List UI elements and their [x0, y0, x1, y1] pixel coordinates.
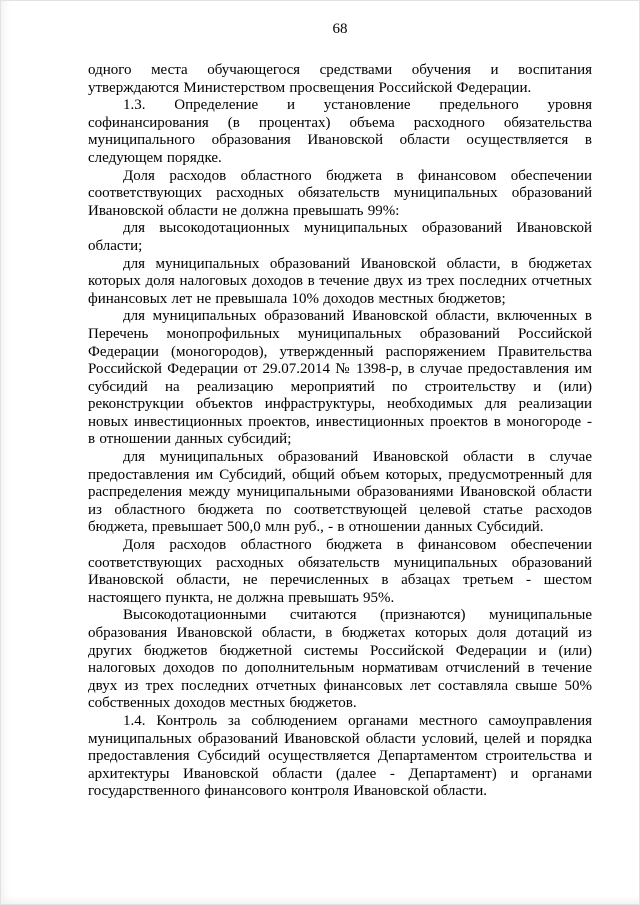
paragraph: для муниципальных образований Ивановской области, включенных в Перечень монопрофильных муниципальных образований Российской Федерации (моногородов), утвержденный распоряжением Правительства Российской Федерации от 29.07.2014 № 1398-р, в случае предоставления им субсидий на реализацию мероприятий по строительству и (или) реконструкции объектов инфраструктуры, необходимых для реализации новых инвестиционных проектов, инвестиционных проектов в моногороде - в отношении данных субсидий;	[88, 308, 592, 448]
paragraph: 1.4. Контроль за соблюдением органами местного самоуправления муниципальных образований Ивановской области условий, целей и порядка предоставления Субсидий осуществляется Департаментом строительства и архитектуры Ивановской области (далее - Департамент) и органами государственного финансового контроля Ивановской области.	[88, 712, 592, 800]
paragraph: одного места обучающегося средствами обучения и воспитания утверждаются Министерством просвещения Российской Федерации.	[88, 62, 592, 96]
paragraph: Высокодотационными считаются (признаются) муниципальные образования Ивановской области, в бюджетах которых доля дотаций из других бюджетов бюджетной системы Российской Федерации и (или) налоговых доходов по дополнительным нормативам отчислений в течение двух из трех последних отчетных финансовых лет составляла свыше 50% собственных доходов местных бюджетов.	[88, 607, 592, 712]
paragraph: для высокодотационных муниципальных образований Ивановской области;	[88, 220, 592, 254]
paragraph: для муниципальных образований Ивановской области, в бюджетах которых доля налоговых доходов в течение двух из трех последних отчетных финансовых лет не превышала 10% доходов местных бюджетов;	[88, 255, 592, 307]
paragraph: для муниципальных образований Ивановской области в случае предоставления им Субсидий, общий объем которых, предусмотренный для распределения между муниципальными образованиями Ивановской области из областного бюджета по соответствующей целевой статье расходов бюджета, превышает 500,0 млн руб., - в отношении данных Субсидий.	[88, 449, 592, 536]
paragraph: Доля расходов областного бюджета в финансовом обеспечении соответствующих расходных обязательств муниципальных образований Ивановской области не должна превышать 99%:	[88, 167, 592, 219]
paragraph: Доля расходов областного бюджета в финансовом обеспечении соответствующих расходных обязательств муниципальных образований Ивановской области, не перечисленных в абзацах третьем - шестом настоящего пункта, не должна превышать 95%.	[88, 537, 592, 606]
page-number: 68	[332, 21, 348, 37]
paragraph: 1.3. Определение и установление предельного уровня софинансирования (в процентах) объема расходного обязательства муниципального образования Ивановской области осуществляется в следующем порядке.	[88, 97, 592, 166]
